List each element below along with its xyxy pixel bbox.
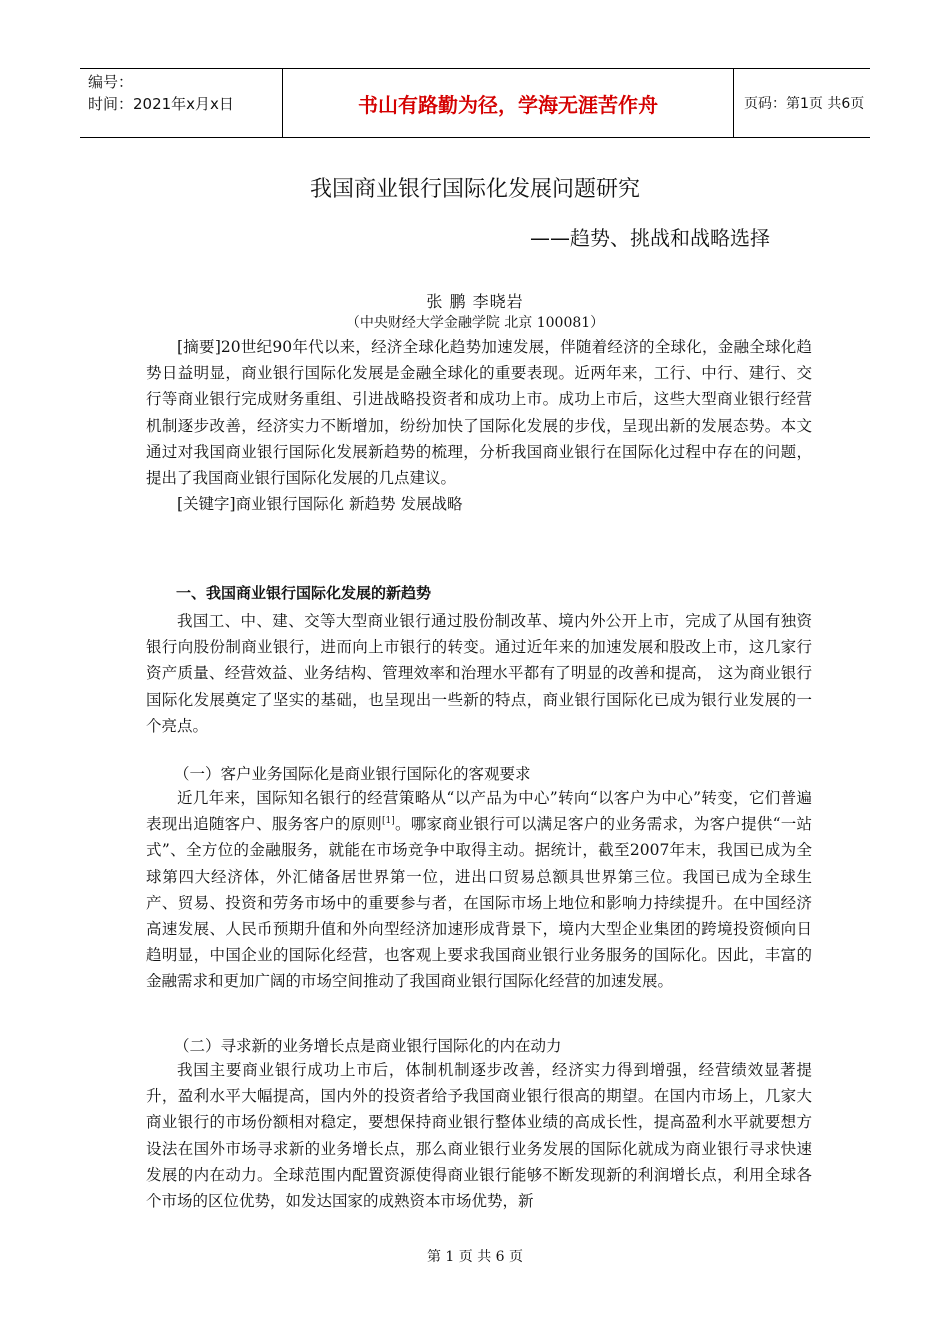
sub1-text-b: 。哪家商业银行可以满足客户的业务需求，为客户提供“一站式”、全方位的金融服务，就能在市场竞争中取得主动。据统计，截至2007年末，我国已成为全球第四大经济体，外汇储备居世界第一位，进出口贸易总额具世界第三位。我国已成为全球生产、贸易、投资和劳务市场中的重要参与者，在国际市场上地位和影响力持续提升。在中国经济高速发展、人民币预期升值和外向型经济加速形成背景下，境内大型企业集团的跨境投资倾向日趋明显，中国企业的国际化经营，也客观上要求我国商业银行业务服务的国际化。因此，丰富的金融需求和更加广阔的市场空间推动了我国商业银行国际化经营的加速发展。	[146, 815, 812, 991]
section-heading: 一、我国商业银行国际化发展的新趋势	[176, 584, 432, 602]
keywords: [关键字]商业银行国际化 新趋势 发展战略	[177, 495, 463, 514]
document-header	[80, 68, 870, 138]
article-title: 我国商业银行国际化发展问题研究	[309, 177, 640, 202]
subsection2-heading: （二）寻求新的业务增长点是商业银行国际化的内在动力	[174, 1037, 562, 1055]
subsection1-block	[146, 785, 812, 995]
page-footer: 第 1 页 共 6 页	[426, 1249, 524, 1265]
authors: 张 鹏 李晓岩	[426, 292, 524, 311]
subsection2-block	[146, 1057, 812, 1214]
abstract-block	[146, 334, 812, 517]
subsection1-heading: （一）客户业务国际化是商业银行国际化的客观要求	[174, 765, 531, 783]
abstract: [摘要]20世纪90年代以来，经济全球化趋势加速发展，伴随着经济的全球化，金融全球化趋势日益明显，商业银行国际化发展是金融全球化的重要表现。近两年来，工行、中行、建行、交行等商业银行完成财务重组、引进战略投资者和成功上市。成功上市后，这些大型商业银行经营机制逐步改善，经济实力不断增加，纷纷加快了国际化发展的步伐，呈现出新的发展态势。本文通过对我国商业银行国际化发展新趋势的梳理，分析我国商业银行在国际化过程中存在的问题，提出了我国商业银行国际化发展的几点建议。	[146, 338, 812, 488]
header-page-code: 页码：第1页 共6页	[744, 96, 865, 112]
sub1-text-a: 近几年来，国际知名银行的经营策略从“以产品为中心”转向“以客户为中心”转变，它们普遍表现出追随客户、服务客户的原则	[146, 789, 812, 834]
article-subtitle: ——趋势、挑战和战略选择	[530, 226, 770, 250]
section1-paragraph: 我国工、中、建、交等大型商业银行通过股份制改革、境内外公开上市，完成了从国有独资银行向股份制商业银行，进而向上市银行的转变。通过近年来的加速发展和股改上市，这几家行资产质量、经营效益、业务结构、管理效率和治理水平都有了明显的改善和提高， 这为商业银行国际化发展奠定了坚实的基础，也呈现出一些新的特点，商业银行国际化已成为银行业发展的一个亮点。	[146, 612, 812, 735]
header-motto: 书山有路勤为径，学海无涯苦作舟	[282, 69, 734, 137]
affiliation: （中央财经大学金融学院 北京 100081）	[345, 315, 605, 331]
code-label: 编号：	[88, 73, 134, 91]
header-meta	[80, 69, 282, 137]
date-label: 时间：2021年x月x日	[88, 95, 234, 113]
subsection2-paragraph: 我国主要商业银行成功上市后，体制机制逐步改善，经济实力得到增强，经营绩效显著提升，盈利水平大幅提高，国内外的投资者给予我国商业银行很高的期望。在国内市场上，几家大商业银行的市场份额相对稳定，要想保持商业银行整体业绩的高成长性，提高盈利水平就要想方设法在国外市场寻求新的业务增长点，那么商业银行业务发展的国际化就成为商业银行寻求快速发展的内在动力。全球范围内配置资源使得商业银行能够不断发现新的利润增长点，利用全球各个市场的区位优势，如发达国家的成熟资本市场优势，新	[146, 1061, 812, 1211]
section1-block	[146, 608, 812, 739]
citation-ref: [1]	[382, 816, 395, 827]
subsection1-paragraph	[146, 785, 812, 995]
